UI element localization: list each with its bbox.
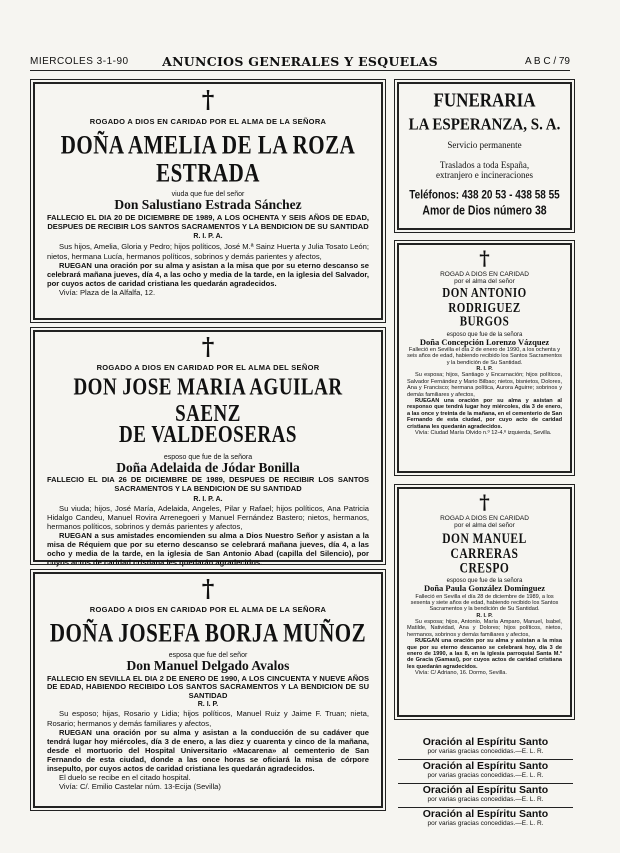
relation-line: esposo que fue de la señora bbox=[163, 453, 253, 461]
spouse-name: Doña Concepción Lorenzo Vázquez bbox=[419, 336, 550, 347]
page-header bbox=[30, 55, 570, 71]
family-text: Su esposa; hijos, Antonio, María Amparo, Manuel, Isabel, Matilde, Natividad, Ana y Dolores; hijos políticos, nietos, hermanos, sobrinos y demás familiares y afectos, bbox=[407, 618, 562, 638]
oracion-notice bbox=[398, 736, 573, 760]
ruegan-body: una oración por su alma y asistan a la conducción de su cadáver que tendrá lugar hoy miércoles, día 3 de enero, a las diez y cuarenta y cinco de la mañana, desde el mortuorio del Hospital Universitario «Macarena» al cementerio de San Fernando de esta ciudad, donde a las once horas se oficiará la misa de córpore insepulto, por cuyos actos de caridad cristiana les quedarán agradecidos. bbox=[47, 727, 369, 774]
funeraria-company: LA ESPERANZA, S. A. bbox=[408, 115, 561, 135]
oracion-notice bbox=[398, 784, 573, 808]
rip-line: R. I. P. A. bbox=[193, 233, 223, 241]
rogado-line: ROGADO A DIOS EN CARIDAD POR EL ALMA DE LA SEÑORA bbox=[89, 605, 327, 614]
relation-line: esposo que fue de la señora bbox=[446, 578, 523, 585]
spouse-name: Doña Adelaida de Jódar Bonilla bbox=[116, 459, 300, 475]
ruegan-label: RUEGAN bbox=[59, 727, 92, 737]
ruegan-body: a sus amistades encomienden su alma a Dios Nuestro Señor y asistan a la misa de Réquiem que por su eterno descanso se celebrará mañana jueves, día 4, a las ocho y media de la tarde, en la iglesia de San Antonio Abad (capilla del Silencio), por cuyos actos de caridad cristiana les quedarán agradecidos. bbox=[47, 530, 369, 568]
funeraria-traslados: Traslados a toda España, bbox=[439, 159, 530, 170]
oracion-subtitle: por varias gracias concedidas.—E. L. R. bbox=[427, 772, 544, 779]
page-number: A B C / 79 bbox=[524, 56, 570, 67]
ruegan-body: una oración por su alma y asistan al responso que tendrá lugar hoy miércoles, día 3 de enero, a las once y treinta de la mañana, en el cementerio de San Fernando de esta ciudad, por cuyo acto de caridad cristiana les quedarán agradecidos. bbox=[407, 397, 562, 430]
deceased-name-line2: BURGOS bbox=[459, 314, 510, 330]
oracion-title: Oración al Espíritu Santo bbox=[422, 808, 549, 820]
death-details: FALLECIO EN SEVILLA EL DIA 2 DE ENERO DE 1990, A LOS CINCUENTA Y NUEVE AÑOS DE EDAD, HABIENDO RECIBIDO LOS SANTOS SACRAMENTOS Y LA BENDICION DE SU SANTIDAD bbox=[47, 673, 369, 700]
family-text: Su esposo; hijas, Rosario y Lidia; hijos políticos, Manuel Ruiz y Jaime F. Truan; nieta, Rosario; hermanos y demás familiares y afectos, bbox=[47, 709, 369, 728]
ruegan-text bbox=[47, 261, 369, 288]
family-text: Su esposa; hijos, Santiago y Encarnación; hijos políticos, Salvador Fernández y Mario Bilbao; nietos, bisnietos, Dolores, Ana y Francisco; hermana política, Aurora Aguirre; sobrinos y demás familiares y afectos, bbox=[407, 372, 562, 398]
obituary-jose-maria-aguilar bbox=[33, 330, 383, 568]
rogado-line-2: por el alma del señor bbox=[454, 522, 515, 529]
funeraria-phones: Teléfonos: 438 20 53 - 438 58 55 bbox=[409, 188, 560, 202]
cross-icon: † bbox=[201, 332, 215, 361]
family-text: Su viuda; hijos, José María, Adelaida, Angeles, Pilar y Rafael; hijos políticos, Ana Patricia Hidalgo Candeu, Manuel Rovira Arrenegoeri y Manuel Fernández Bastero; nietos, hermanos, hermanos políticos, sobrinos y demás parientes y afectos, bbox=[47, 503, 369, 531]
address-line: Vivía: Ciudad María Olvido n.º 12-4.º izquierda, Sevilla. bbox=[415, 430, 552, 437]
deceased-name-line1: DON ANTONIO RODRIGUEZ bbox=[442, 285, 527, 316]
ruegan-label: RUEGAN bbox=[415, 638, 440, 645]
ruegan-text bbox=[47, 531, 369, 567]
oracion-title: Oración al Espíritu Santo bbox=[422, 736, 549, 748]
funeral-note: El duelo se recibe en el citado hospital. bbox=[59, 773, 191, 783]
deceased-name-line1: DOÑA JOSEFA BORJA MUÑOZ bbox=[49, 617, 367, 648]
obituary-antonio-rodriguez bbox=[397, 243, 572, 473]
death-details: FALLECIO EL DIA 20 DE DICIEMBRE DE 1989, A LOS OCHENTA Y SEIS AÑOS DE EDAD, DESPUES DE RECIBIR LOS SANTOS SACRAMENTOS Y LA BENDICION DE SU SANTIDAD bbox=[47, 213, 369, 231]
family-text: Sus hijos, Amelia, Gloria y Pedro; hijos políticos, José M.ª Sainz Huerta y Julia Tosato León; nietos, hermana Lucía, hermanos políticos, sobrinos y demás parientes y afectos, bbox=[47, 242, 369, 261]
rogado-line: ROGADO A DIOS EN CARIDAD POR EL ALMA DEL SEÑOR bbox=[96, 363, 320, 372]
death-details: Falleció en Sevilla el día 2 de enero de 1990, a los ochenta y seis años de edad, habiendo recibido los Santos Sacramentos y la bendición de Su Santidad. bbox=[407, 346, 562, 366]
ruegan-text bbox=[407, 398, 562, 430]
funeraria-address: Amor de Dios número 38 bbox=[422, 203, 547, 218]
oracion-subtitle: por varias gracias concedidas.—E. L. R. bbox=[427, 796, 544, 803]
ruegan-label: RUEGAN bbox=[415, 397, 440, 404]
obituary-manuel-carreras bbox=[397, 487, 572, 717]
oracion-subtitle: por varias gracias concedidas.—E. L. R. bbox=[427, 748, 544, 755]
relation-line: viuda que fue del señor bbox=[171, 191, 245, 199]
ruegan-body: una oración por su alma y asistan a la misa que por su eterno descanso se celebrará mañana jueves, día 4, a las ocho y media de la tarde, en la iglesia del Salvador, por cuyos actos de caridad cristiana les quedarán agradecidos. bbox=[47, 260, 369, 288]
oracion-notice bbox=[398, 808, 573, 832]
rogado-line-2: por el alma del señor bbox=[454, 278, 515, 285]
rogado-line: ROGADO A DIOS EN CARIDAD POR EL ALMA DE LA SEÑORA bbox=[89, 117, 327, 126]
rip-line: R. I. P. bbox=[476, 612, 493, 619]
address-line: Vivía: C/ Adriano, 16. Dormo, Sevilla. bbox=[415, 670, 507, 677]
ruegan-label: RUEGAN bbox=[59, 260, 92, 270]
rogado-line: ROGAD A DIOS EN CARIDAD bbox=[440, 271, 529, 278]
death-details: Falleció en Sevilla el día 28 de diciembre de 1989, a los sesenta y siete años de edad, habiendo recibido los Santos Sacramentos y la bendición de Su Santidad. bbox=[410, 593, 559, 613]
ruegan-text bbox=[47, 728, 369, 774]
address-line: Vivía: C/. Emilio Castelar núm. 13-Ecija (Sevilla) bbox=[59, 782, 221, 792]
deceased-name-line2: ESTRADA bbox=[156, 157, 260, 188]
ruegan-body: una oración por su alma y asistan a la misa que por su eterno descanso se celebrará hoy, día 3 de enero de 1990, a las 8, en la iglesia parroquial Santa M.ª de Gracia (Gamasi), por cuyos actos de caridad cristiana les quedarán agradecidos. bbox=[407, 638, 562, 670]
rogado-line: ROGAD A DIOS EN CARIDAD bbox=[440, 515, 529, 522]
deceased-name-line2: DE VALDEOSERAS bbox=[119, 422, 297, 449]
oracion-subtitle: por varias gracias concedidas.—E. L. R. bbox=[427, 820, 544, 827]
cross-icon: † bbox=[201, 85, 215, 114]
funeraria-extranjero: extranjero e incineraciones bbox=[436, 169, 533, 180]
cross-icon: † bbox=[479, 246, 490, 270]
address-line: Vivía: Plaza de la Alfalfa, 12. bbox=[59, 287, 156, 297]
deceased-name-line1: DON MANUEL CARRERAS bbox=[442, 531, 527, 563]
rip-line: R. I. P. bbox=[197, 701, 219, 709]
death-details: FALLECIO EL DIA 26 DE DICIEMBRE DE 1989, DESPUES DE RECIBIR LOS SANTOS SACRAMENTOS Y LA BENDICION DE SU SANTIDAD bbox=[47, 475, 369, 494]
funeraria-title: FUNERARIA bbox=[433, 89, 536, 112]
relation-line: esposa que fue del señor bbox=[168, 651, 248, 659]
issue-date: MIERCOLES 3-1-90 bbox=[30, 56, 129, 67]
rip-line: R. I. P. A. bbox=[193, 495, 223, 503]
cross-icon: † bbox=[201, 574, 215, 603]
funeraria-service: Servicio permanente bbox=[447, 139, 522, 150]
spouse-name: Doña Paula González Domínguez bbox=[423, 583, 546, 594]
ruegan-text bbox=[407, 638, 562, 670]
funeraria-advertisement bbox=[397, 82, 572, 230]
cross-icon: † bbox=[479, 490, 490, 514]
obituary-josefa-borja bbox=[33, 572, 383, 808]
rip-line: R. I. P. bbox=[476, 366, 493, 373]
oracion-title: Oración al Espíritu Santo bbox=[422, 760, 549, 772]
oracion-title: Oración al Espíritu Santo bbox=[422, 784, 549, 796]
oracion-notice bbox=[398, 760, 573, 784]
section-title: ANUNCIOS GENERALES Y ESQUELAS bbox=[162, 54, 438, 69]
deceased-name-line1: DON JOSE MARIA AGUILAR SAENZ bbox=[73, 374, 343, 427]
deceased-name-line1: DOÑA AMELIA DE LA ROZA bbox=[60, 129, 356, 160]
spouse-name: Don Manuel Delgado Avalos bbox=[126, 657, 290, 673]
deceased-name-line2: CRESPO bbox=[459, 561, 510, 577]
ruegan-label: RUEGAN bbox=[59, 530, 92, 540]
spouse-name: Don Salustiano Estrada Sánchez bbox=[114, 197, 302, 213]
obituary-amelia-de-la-roza bbox=[33, 82, 383, 320]
relation-line: esposo que fue de la señora bbox=[446, 331, 523, 338]
